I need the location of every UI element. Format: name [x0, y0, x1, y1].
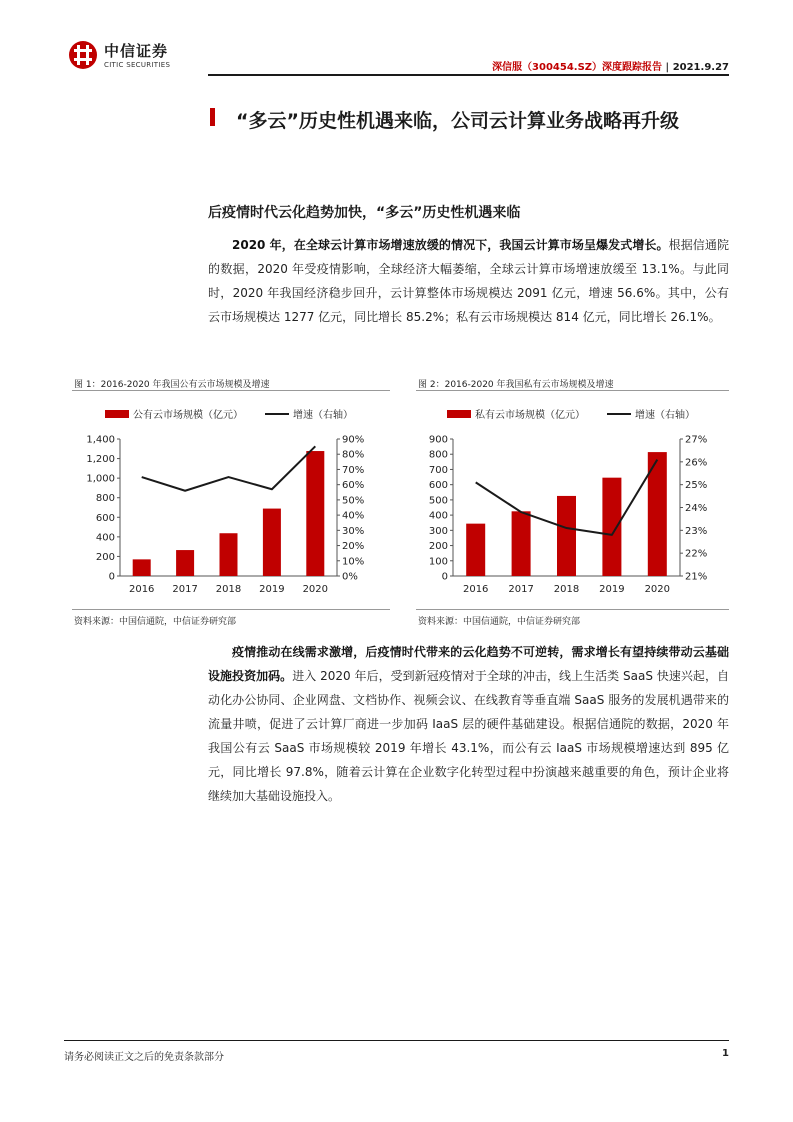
legend-bar-label: 私有云市场规模（亿元） [475, 410, 585, 421]
paragraph-1-body: 根据信通院的数据，2020 年受疫情影响，全球经济大幅萎缩，全球云计算市场增速放缓至 13.1%。与此同时，2020 年我国经济稳步回升，云计算整体市场规模达 2091 亿元，增速 56.6%。其中，公有云市场规模达 1277 亿元，同比增长 85.2%；私有云市场规模达 814 亿元，同比增长 26.1%。 [208, 238, 729, 324]
footer-divider [64, 1040, 729, 1041]
y-right-tick-label: 26% [685, 457, 708, 469]
bar-2018 [220, 533, 238, 576]
figure-1-legend [105, 406, 353, 421]
legend-line-label: 增速（右轴） [293, 410, 353, 421]
x-tick-label: 2017 [508, 584, 534, 595]
y-right-tick-label: 70% [342, 464, 365, 476]
logo-text-en: CITIC SECURITIES [104, 61, 171, 69]
figure-2-rule [416, 390, 729, 391]
y-left-tick-label: 200 [428, 541, 448, 553]
x-tick-label: 2016 [128, 584, 155, 595]
figure-1-source-rule [72, 609, 390, 610]
header-report-info [492, 58, 729, 73]
logo-text-cn: 中信证券 [104, 42, 169, 60]
y-left-tick-label: 700 [428, 464, 448, 476]
report-date: 2021.9.27 [672, 62, 729, 73]
bar-2017 [512, 511, 531, 576]
header-divider [208, 74, 729, 76]
y-right-tick-label: 90% [342, 434, 365, 446]
y-right-tick-label: 40% [342, 510, 365, 522]
y-left-tick-label: 600 [95, 512, 115, 524]
figure-1-title: 图 1：2016-2020 年我国公有云市场规模及增速 [74, 380, 270, 390]
figure-2-chart [416, 425, 729, 595]
legend-bar-label: 公有云市场规模（亿元） [133, 410, 243, 421]
header-separator: | [665, 62, 670, 73]
figure-1-chart [72, 425, 390, 595]
bar-2016 [133, 559, 151, 576]
figure-2-source-rule [416, 609, 729, 610]
y-left-tick-label: 1,200 [86, 454, 115, 466]
bar-2019 [263, 509, 281, 576]
figure-1-rule [72, 390, 390, 391]
x-tick-label: 2017 [172, 584, 198, 595]
y-right-tick-label: 20% [342, 541, 365, 553]
y-right-tick-label: 25% [685, 480, 708, 492]
y-left-tick-label: 800 [428, 449, 448, 461]
x-tick-label: 2019 [599, 584, 625, 595]
y-left-tick-label: 200 [95, 551, 115, 563]
y-left-tick-label: 0 [441, 571, 448, 583]
y-right-tick-label: 60% [342, 480, 365, 492]
bar-2017 [176, 550, 194, 576]
y-right-tick-label: 21% [685, 571, 708, 583]
y-left-tick-label: 1,000 [86, 473, 115, 485]
x-tick-label: 2020 [644, 584, 671, 595]
legend-line-swatch [607, 413, 631, 415]
figure-2-source: 资料来源：中国信通院，中信证券研究部 [418, 617, 581, 627]
y-right-tick-label: 80% [342, 449, 365, 461]
y-left-tick-label: 100 [428, 556, 448, 568]
paragraph-2 [208, 640, 729, 808]
x-tick-label: 2016 [462, 584, 489, 595]
bar-2020 [306, 451, 324, 576]
paragraph-1-lead: 2020 年，在全球云计算市场增速放缓的情况下，我国云计算市场呈爆发式增长。 [232, 238, 669, 252]
y-right-tick-label: 27% [685, 434, 708, 446]
bar-2016 [466, 524, 485, 576]
y-right-tick-label: 10% [342, 556, 365, 568]
legend-bar-swatch [105, 410, 129, 418]
paragraph-2-lead: 疫情推动在线需求激增，后疫情时代带来的云化趋势不可逆转，需求增长有望持续带动云基础设施投资加码。 [208, 645, 729, 683]
x-tick-label: 2020 [302, 584, 329, 595]
y-right-tick-label: 30% [342, 525, 365, 537]
bar-2019 [602, 478, 621, 576]
y-right-tick-label: 22% [685, 548, 708, 560]
title-marker [210, 108, 215, 126]
x-tick-label: 2018 [215, 584, 242, 595]
y-right-tick-label: 50% [342, 495, 365, 507]
y-left-tick-label: 400 [95, 532, 115, 544]
page-number: 1 [722, 1048, 729, 1059]
bar-2018 [557, 496, 576, 576]
citic-logo-icon [68, 40, 98, 70]
growth-line [142, 446, 316, 490]
legend-bar-swatch [447, 410, 471, 418]
figure-2-legend [447, 406, 695, 421]
y-left-tick-label: 400 [428, 510, 448, 522]
section-title: “多云”历史性机遇来临，公司云计算业务战略再升级 [236, 110, 679, 132]
paragraph-1 [208, 233, 729, 329]
y-left-tick-label: 300 [428, 525, 448, 537]
figure-1-source: 资料来源：中国信通院，中信证券研究部 [74, 617, 237, 627]
footer-disclaimer: 请务必阅读正文之后的免责条款部分 [64, 1052, 224, 1063]
legend-line-swatch [265, 413, 289, 415]
y-left-tick-label: 800 [95, 493, 115, 505]
x-tick-label: 2019 [259, 584, 285, 595]
y-left-tick-label: 500 [428, 495, 448, 507]
paragraph-2-body: 进入 2020 年后，受到新冠疫情对于全球的冲击，线上生活类 SaaS 快速兴起，自动化办公协同、企业网盘、文档协作、视频会议、在线教育等垂直端 SaaS 服务的发展机遇带来的流量井喷，促进了云计算厂商进一步加码 IaaS 层的硬件基础建设。根据信通院的数据，2020 年我国公有云 SaaS 市场规模较 2019 年增长 43.1%，而公有云 IaaS 市场规模增速达到 895 亿元，同比增长 97.8%，随着云计算在企业数字化转型过程中扮演越来越重要的角色，预计企业将继续加大基础设施投入。 [208, 669, 729, 803]
y-left-tick-label: 600 [428, 480, 448, 492]
subsection-title: 后疫情时代云化趋势加快，“多云”历史性机遇来临 [208, 205, 521, 221]
legend-line-label: 增速（右轴） [635, 410, 695, 421]
figure-2-title: 图 2：2016-2020 年我国私有云市场规模及增速 [418, 380, 614, 390]
x-tick-label: 2018 [553, 584, 580, 595]
y-left-tick-label: 1,400 [86, 434, 115, 446]
y-right-tick-label: 24% [685, 503, 708, 514]
y-right-tick-label: 23% [685, 525, 708, 537]
report-tag: 深信服（300454.SZ）深度跟踪报告 [492, 62, 663, 73]
y-right-tick-label: 0% [342, 571, 358, 583]
y-left-tick-label: 900 [428, 434, 448, 446]
y-left-tick-label: 0 [108, 571, 115, 583]
